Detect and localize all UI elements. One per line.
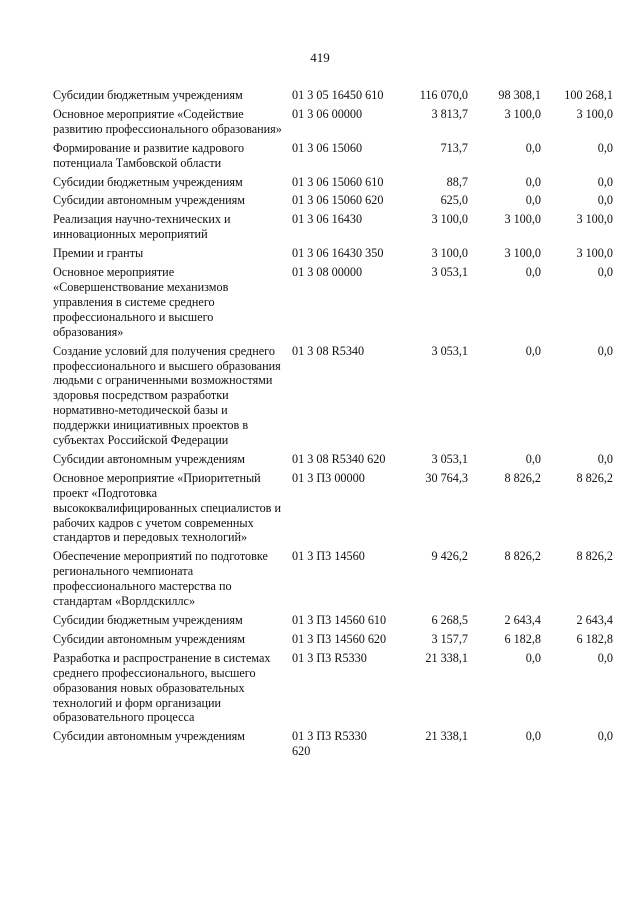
budget-code: 01 3 05 16450 610 <box>292 88 384 102</box>
table-row <box>53 193 613 212</box>
amount-year-2: 0,0 <box>525 174 541 189</box>
amount-year-1: 3 053,1 <box>431 451 468 466</box>
amount-year-1: 3 157,7 <box>431 631 468 646</box>
amount-year-2: 0,0 <box>525 193 541 208</box>
table-row <box>53 212 613 246</box>
table-row <box>53 175 613 194</box>
amount-year-2: 3 100,0 <box>504 212 541 227</box>
amount-year-3: 3 100,0 <box>576 246 613 261</box>
amount-year-2: 8 826,2 <box>504 470 541 485</box>
amount-year-1: 116 070,0 <box>419 88 468 102</box>
amount-year-1: 713,7 <box>440 140 468 155</box>
expense-name: Субсидии автономным учреждениям <box>53 729 245 744</box>
budget-code: 01 3 08 R5340 <box>292 343 365 358</box>
amount-year-1: 625,0 <box>440 193 468 208</box>
amount-year-1: 3 053,1 <box>431 265 468 280</box>
budget-code: 01 3 08 00000 <box>292 265 363 280</box>
expense-name: Субсидии автономным учреждениям <box>53 193 245 208</box>
budget-code: 01 3 П3 14560 <box>292 549 365 564</box>
budget-code: 01 3 П3 R5330 <box>292 650 367 665</box>
amount-year-3: 8 826,2 <box>576 549 613 564</box>
amount-year-2: 3 100,0 <box>504 106 541 121</box>
expense-name: Премии и гранты <box>53 246 144 261</box>
expense-name: Субсидии бюджетным учреждениям <box>53 174 243 189</box>
budget-code: 01 3 06 15060 <box>292 140 363 155</box>
table-row <box>53 344 613 452</box>
expense-name: Разработка и распространение в системах среднего профессионального, высшего образования новых образовательных технологий и форм организации образовательного процесса <box>53 650 271 725</box>
expense-name: Создание условий для получения среднего профессионального и высшего образования людьми с ограниченными возможностями здоровья посредством разработки нормативно-методической базы и поддержки инициативных проектов в субъектах Российской Федерации <box>53 343 281 448</box>
amount-year-2: 6 182,8 <box>504 631 541 646</box>
table-row <box>53 729 613 763</box>
expense-name: Основное мероприятие «Приоритетный проект «Подготовка высококвалифицированных специалистов и рабочих кадров с учетом современных стандартов и передовых технологий» <box>53 470 282 545</box>
amount-year-1: 3 053,1 <box>431 343 468 358</box>
amount-year-1: 3 100,0 <box>431 246 468 261</box>
amount-year-3: 0,0 <box>597 140 613 155</box>
amount-year-2: 0,0 <box>525 343 541 358</box>
expense-name: Реализация научно-технических и инновационных мероприятий <box>53 212 231 242</box>
amount-year-2: 98 308,1 <box>498 88 541 102</box>
amount-year-1: 3 100,0 <box>431 212 468 227</box>
amount-year-2: 8 826,2 <box>504 549 541 564</box>
amount-year-3: 0,0 <box>597 265 613 280</box>
amount-year-1: 21 338,1 <box>425 729 468 744</box>
table-row <box>53 246 613 265</box>
amount-year-3: 0,0 <box>597 451 613 466</box>
amount-year-1: 9 426,2 <box>431 549 468 564</box>
amount-year-3: 0,0 <box>597 174 613 189</box>
expense-name: Субсидии автономным учреждениям <box>53 451 245 466</box>
expense-name: Формирование и развитие кадрового потенциала Тамбовской области <box>53 140 245 170</box>
budget-code: 01 3 08 R5340 620 <box>292 451 386 466</box>
amount-year-3: 6 182,8 <box>576 631 613 646</box>
amount-year-3: 8 826,2 <box>576 470 613 485</box>
amount-year-1: 21 338,1 <box>425 650 468 665</box>
amount-year-1: 30 764,3 <box>425 470 468 485</box>
amount-year-2: 2 643,4 <box>504 613 541 627</box>
budget-code: 01 3 П3 14560 610 <box>292 613 387 627</box>
table-row <box>53 549 613 613</box>
expense-name: Субсидии бюджетным учреждениям <box>53 88 243 102</box>
amount-year-3: 3 100,0 <box>576 106 613 121</box>
amount-year-3: 3 100,0 <box>576 212 613 227</box>
expense-name: Основное мероприятие «Содействие развитию профессионального образования» <box>53 106 282 136</box>
budget-code: 01 3 06 16430 350 <box>292 246 384 261</box>
table-row <box>53 107 613 141</box>
expense-name: Субсидии бюджетным учреждениям <box>53 613 243 627</box>
amount-year-3: 2 643,4 <box>576 613 613 627</box>
amount-year-3: 0,0 <box>597 193 613 208</box>
amount-year-3: 0,0 <box>597 650 613 665</box>
budget-code: 01 3 06 15060 620 <box>292 193 384 208</box>
table-row <box>53 452 613 471</box>
amount-year-1: 3 813,7 <box>431 106 468 121</box>
table-row <box>53 471 613 550</box>
amount-year-2: 0,0 <box>525 451 541 466</box>
amount-year-1: 6 268,5 <box>431 613 468 627</box>
expense-name: Основное мероприятие «Совершенствование механизмов управления в системе среднего профессионального и высшего образования» <box>53 265 229 339</box>
table-row <box>53 651 613 730</box>
table-row <box>53 141 613 175</box>
amount-year-3: 100 268,1 <box>564 88 613 102</box>
table-row <box>53 88 613 107</box>
budget-code: 01 3 06 16430 <box>292 212 363 227</box>
amount-year-1: 88,7 <box>446 174 468 189</box>
table-row <box>53 265 613 344</box>
amount-year-2: 0,0 <box>525 140 541 155</box>
amount-year-3: 0,0 <box>597 729 613 744</box>
amount-year-2: 0,0 <box>525 265 541 280</box>
expense-name: Субсидии автономным учреждениям <box>53 631 245 646</box>
budget-code: 01 3 П3 14560 620 <box>292 631 387 646</box>
page-number: 419 <box>310 50 330 65</box>
expense-name: Обеспечение мероприятий по подготовке регионального чемпионата профессионального мастерства по стандартам «Ворлдскиллс» <box>53 549 268 609</box>
amount-year-2: 3 100,0 <box>504 246 541 261</box>
table-row <box>53 613 613 632</box>
amount-year-2: 0,0 <box>525 650 541 665</box>
budget-code: 01 3 П3 R5330 620 <box>292 729 367 759</box>
budget-code: 01 3 П3 00000 <box>292 470 365 485</box>
amount-year-3: 0,0 <box>597 343 613 358</box>
amount-year-2: 0,0 <box>525 729 541 744</box>
budget-code: 01 3 06 00000 <box>292 106 363 121</box>
budget-table <box>53 88 613 763</box>
budget-code: 01 3 06 15060 610 <box>292 174 384 189</box>
table-row <box>53 632 613 651</box>
